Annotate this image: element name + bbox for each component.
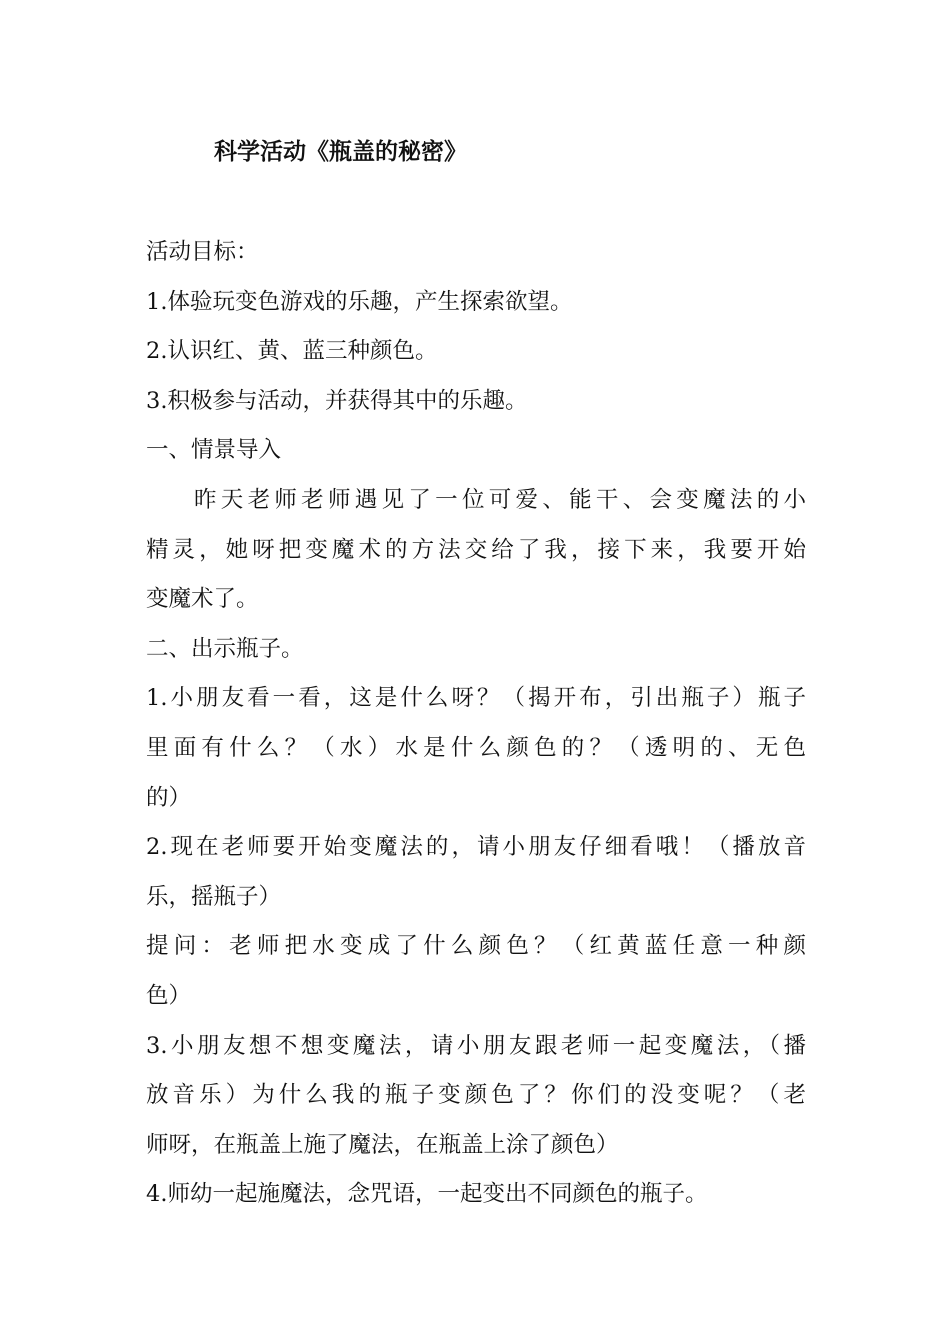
paragraph-line: 3.小朋友想不想变魔法，请小朋友跟老师一起变魔法，（播 bbox=[146, 1032, 806, 1059]
paragraph-line: 昨天老师老师遇见了一位可爱、能干、会变魔法的小 bbox=[194, 486, 806, 513]
section-heading-bottle: 二、出示瓶子。 bbox=[146, 635, 304, 662]
paragraph-line: 4.师幼一起施魔法，念咒语，一起变出不同颜色的瓶子。 bbox=[146, 1181, 708, 1208]
paragraph-line: 乐，摇瓶子） bbox=[146, 883, 282, 910]
paragraph-line: 里面有什么？（水）水是什么颜色的？（透明的、无色 bbox=[146, 734, 806, 761]
section-heading-goals: 活动目标： bbox=[146, 239, 259, 265]
goal-item-1: 1.体验玩变色游戏的乐趣，产生探索欲望。 bbox=[146, 288, 573, 315]
paragraph-line: 精灵，她呀把变魔术的方法交给了我，接下来，我要开始 bbox=[146, 536, 806, 563]
paragraph-line: 变魔术了。 bbox=[146, 586, 259, 613]
section-heading-intro: 一、情景导入 bbox=[146, 437, 282, 464]
goal-item-2: 2.认识红、黄、蓝三种颜色。 bbox=[146, 338, 438, 365]
document-body bbox=[146, 228, 806, 1220]
paragraph-line: 色） bbox=[146, 982, 192, 1009]
paragraph-line: 2.现在老师要开始变魔法的，请小朋友仔细看哦！（播放音 bbox=[146, 834, 806, 861]
goal-item-3: 3.积极参与活动，并获得其中的乐趣。 bbox=[146, 387, 528, 414]
paragraph-line: 1.小朋友看一看，这是什么呀？（揭开布，引出瓶子）瓶子 bbox=[146, 685, 806, 712]
paragraph-line: 提问：老师把水变成了什么颜色？（红黄蓝任意一种颜 bbox=[146, 933, 806, 960]
paragraph-line: 的） bbox=[146, 784, 192, 811]
paragraph-line: 放音乐）为什么我的瓶子变颜色了？你们的没变呢？（老 bbox=[146, 1082, 806, 1109]
paragraph-line: 师呀，在瓶盖上施了魔法，在瓶盖上涂了颜色） bbox=[146, 1131, 619, 1158]
document-title: 科学活动《瓶盖的秘密》 bbox=[214, 138, 467, 165]
